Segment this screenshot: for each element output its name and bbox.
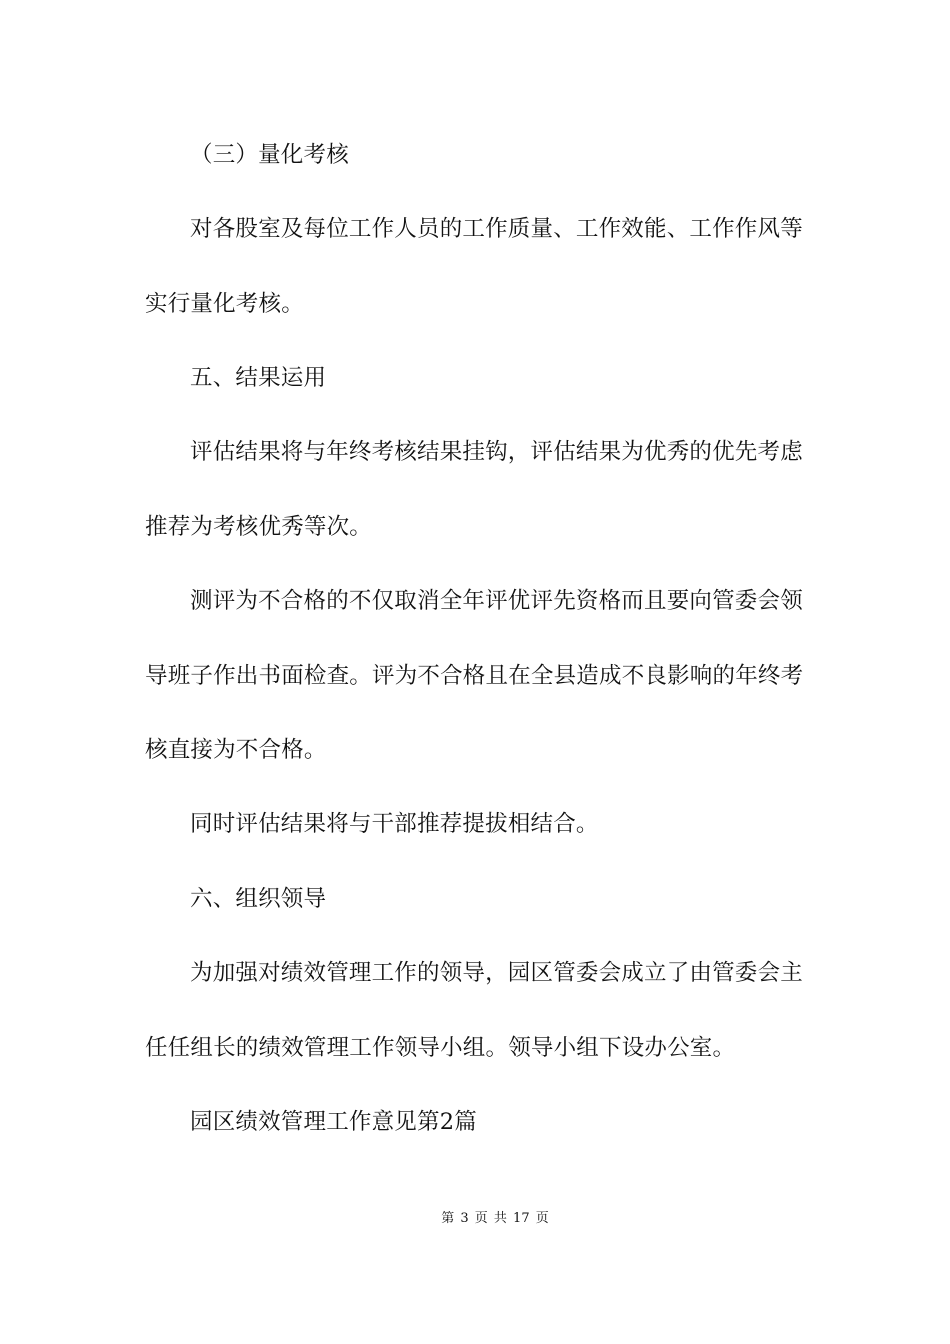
paragraph-line: 任任组长的绩效管理工作领导小组。领导小组下设办公室。 [145,1035,736,1061]
paragraph-line: 为加强对绩效管理工作的领导，园区管委会成立了由管委会主 [190,960,803,986]
paragraph-line: 对各股室及每位工作人员的工作质量、工作效能、工作作风等 [190,216,803,242]
paragraph-line: 导班子作出书面检查。评为不合格且在全县造成不良影响的年终考 [145,663,804,689]
paragraph-line: 核直接为不合格。 [145,737,327,763]
paragraph-line: 推荐为考核优秀等次。 [145,514,373,540]
section-heading-results: 五、结果运用 [190,365,327,391]
article-title: 园区绩效管理工作意见第2篇 [190,1109,477,1135]
paragraph-line: 同时评估结果将与干部推荐提拔相结合。 [190,811,599,837]
paragraph-line: 评估结果将与年终考核结果挂钩，评估结果为优秀的优先考虑 [190,439,803,465]
section-heading-leadership: 六、组织领导 [190,886,327,912]
paragraph-line: 实行量化考核。 [145,291,304,317]
paragraph-line: 测评为不合格的不仅取消全年评优评先资格而且要向管委会领 [190,588,803,614]
page-number-footer: 第 3 页 共 17 页 [441,1211,549,1226]
section-heading-quantified-assessment: （三）量化考核 [190,142,349,168]
